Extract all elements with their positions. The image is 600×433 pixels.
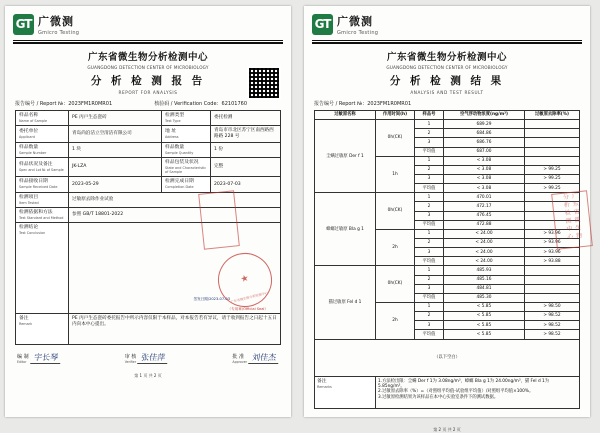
report-no: 报告编号 / Report №：2023FM1R0MR01 <box>15 101 113 107</box>
row-label2-en: Completion Date <box>165 185 194 190</box>
row-value: 参照 GB/T 18801-2022 <box>69 207 281 222</box>
sample-no: 1 <box>415 302 444 311</box>
removal-rate <box>525 156 580 165</box>
average-rate: > 99.25 <box>525 184 580 193</box>
qr-code-icon <box>247 66 281 100</box>
concentration: 470.01 <box>444 193 525 202</box>
average-rate: > 98.52 <box>525 330 580 339</box>
header-divider <box>312 40 582 41</box>
brand-header-left <box>5 6 291 38</box>
concentration: < 5.85 <box>444 321 525 330</box>
time-label: 0h(CK) <box>376 193 415 230</box>
average-label: 平均值 <box>415 220 444 229</box>
org-name-cn: 广东省微生物分析检测中心 <box>87 52 208 63</box>
concentration: 485.16 <box>444 275 525 284</box>
time-label: 2h <box>376 229 415 266</box>
row-label-en: Sample Received Date <box>19 185 58 190</box>
average-rate <box>525 147 580 156</box>
average-label: 平均值 <box>415 184 444 193</box>
removal-rate <box>525 284 580 293</box>
table-row <box>16 207 281 222</box>
row-value2: 1 份 <box>211 142 281 157</box>
remark-label-cn: 备注 <box>317 378 327 384</box>
col-sample-no: 样品号 <box>415 111 444 120</box>
sample-no: 1 <box>415 156 444 165</box>
row-value: 2023-05-29 <box>69 177 162 192</box>
issue-date: 签发日期/2023-07-03 <box>193 296 230 301</box>
header-divider <box>13 40 283 41</box>
header-divider-thick <box>312 42 582 44</box>
remark-line-3: 3.过敏原检测结果为该样品在本中心实验室条件下的测试数据。 <box>378 394 499 400</box>
verifier-signature: 张佳萍 <box>137 352 169 364</box>
row-label2-en: Test Type <box>165 118 181 123</box>
table-row <box>16 111 281 126</box>
edge-seal-text: 广东省微生物分析检测中心 <box>561 192 583 242</box>
row-label-cn: 委托单位 <box>19 128 39 134</box>
row-value2: 青岛市市北区苏宁区南西路西路路 228 号 <box>211 126 281 142</box>
row-label-en: Applicant <box>19 134 35 139</box>
concentration: 485.93 <box>444 266 525 275</box>
removal-rate <box>525 129 580 138</box>
editor-signature: 宇长琴 <box>30 352 62 364</box>
col-concentration: 空气浮动物浓度(ng/m³) <box>444 111 525 120</box>
org-name-en: GUANGDONG DETECTION CENTER OF MICROBIOLOGY <box>87 65 209 70</box>
average-label: 平均值 <box>415 147 444 156</box>
time-label: 1h <box>376 156 415 193</box>
remark-label-en: Remarks <box>317 384 332 389</box>
sample-no: 2 <box>415 275 444 284</box>
table-row <box>315 120 580 129</box>
sample-no: 3 <box>415 174 444 183</box>
sample-no: 1 <box>415 229 444 238</box>
row-label2-cn: 地 址 <box>165 128 177 134</box>
table-row <box>16 126 281 142</box>
concentration: 684.86 <box>444 129 525 138</box>
page-footer: 第 2 页 共 2 页 <box>433 427 461 433</box>
sample-no: 3 <box>415 284 444 293</box>
official-seal-stamp: ★ 广东省微生物分析检测中心 <box>212 247 277 312</box>
col-allergen: 过敏原名称 <box>315 111 376 120</box>
sample-no: 2 <box>415 312 444 321</box>
results-table <box>314 110 580 409</box>
end-mark-row <box>315 339 580 377</box>
removal-rate: > 93.96 <box>525 229 580 238</box>
row-label2-cn: 检测类型 <box>165 113 185 118</box>
end-mark: （以下空白） <box>315 339 580 377</box>
row-label2-en: State and Characteristic of Sample <box>165 165 207 175</box>
concentration: 472.17 <box>444 202 525 211</box>
row-label2-cn: 样品包装及状况 <box>165 159 199 165</box>
row-label2-en: Sample Quantity <box>165 150 194 155</box>
table-row <box>315 193 580 202</box>
row-label2-cn: 检测完成日期 <box>165 179 194 185</box>
time-label: 2h <box>376 302 415 339</box>
signature-row <box>17 352 279 364</box>
time-label: 0h(CK) <box>376 120 415 157</box>
sample-no: 1 <box>415 193 444 202</box>
remark-line-2: 2.过敏原去除率（%）=（对照组平均值-试验组平均值）/对照组平均值×100%。 <box>378 389 534 395</box>
sample-info-table <box>15 110 281 345</box>
average-concentration: 472.88 <box>444 220 525 229</box>
sample-no: 2 <box>415 129 444 138</box>
average-rate: > 93.88 <box>525 257 580 266</box>
average-rate <box>525 293 580 302</box>
removal-rate: > 93.96 <box>525 248 580 257</box>
removal-rate: > 99.25 <box>525 165 580 174</box>
col-time: 作用时间(h) <box>376 111 415 120</box>
row-value2: 完整 <box>211 157 281 176</box>
row-value: 过敏原去除作业试验 <box>69 192 281 207</box>
concentration: < 3.08 <box>444 165 525 174</box>
org-name-cn: 广东省微生物分析检测中心 <box>386 52 507 63</box>
report-page-2 <box>304 6 590 433</box>
row-value: 1 块 <box>69 142 162 157</box>
edge-seal-stamp-right <box>551 190 593 249</box>
report-meta-left <box>15 100 281 107</box>
allergen-name: 尘螨过敏原 Der f 1 <box>315 120 376 193</box>
row-label-en: Name of Sample <box>19 118 48 123</box>
removal-rate <box>525 266 580 275</box>
seal-caption: （专用章/Official Seal） <box>227 306 268 311</box>
report-meta-right <box>314 100 580 107</box>
brand-name-en: Gmicro Testing <box>337 30 379 36</box>
remark-label-en: Remark <box>19 322 33 327</box>
remark-row <box>16 314 281 345</box>
signature-editor <box>17 352 61 364</box>
page-title-en: REPORT FOR ANALYSIS <box>118 90 178 95</box>
row-label-cn: 检测依据和方法 <box>19 209 53 215</box>
average-label: 平均值 <box>415 330 444 339</box>
remark-text <box>376 377 580 409</box>
concentration: < 3.08 <box>444 156 525 165</box>
removal-rate: > 99.25 <box>525 174 580 183</box>
row-label-cn: 样品名称 <box>19 113 39 118</box>
removal-rate: > 98.52 <box>525 321 580 330</box>
average-concentration: 687.00 <box>444 147 525 156</box>
average-concentration: < 5.85 <box>444 330 525 339</box>
row-label-cn: 样品接收日期 <box>19 179 48 185</box>
row-label-en: Test Standard and Method <box>19 215 64 220</box>
signature-verifier <box>125 352 169 364</box>
average-concentration: < 24.00 <box>444 257 525 266</box>
row-value2: 委托检测 <box>211 111 281 126</box>
sample-no: 2 <box>415 238 444 247</box>
removal-rate <box>525 138 580 147</box>
average-label: 平均值 <box>415 257 444 266</box>
row-label-cn: 样品数量 <box>19 144 39 150</box>
allergen-name: 蟑螂过敏原 Bla g 1 <box>315 193 376 266</box>
row-value: JK-LZA <box>69 157 162 176</box>
conclusion-label-cn: 检测结论 <box>19 225 39 231</box>
concentration: < 24.00 <box>444 248 525 257</box>
sample-no: 3 <box>415 138 444 147</box>
brand-header-right <box>304 6 590 38</box>
conclusion-row <box>16 223 281 314</box>
verifier-label-cn: 审 核 <box>124 354 137 361</box>
table-row <box>16 177 281 192</box>
concentration: 476.45 <box>444 211 525 220</box>
concentration: < 3.08 <box>444 174 525 183</box>
average-concentration: < 3.08 <box>444 184 525 193</box>
report-page-1 <box>5 6 291 417</box>
average-concentration: 485.30 <box>444 293 525 302</box>
concentration: < 24.00 <box>444 229 525 238</box>
remark-row <box>315 377 580 409</box>
table-row <box>16 157 281 176</box>
sample-no: 2 <box>415 165 444 174</box>
concentration: 686.76 <box>444 138 525 147</box>
page-title: 分 析 检 测 结 果 <box>389 75 505 87</box>
time-label: 0h(CK) <box>376 266 415 303</box>
table-row <box>16 142 281 157</box>
report-no: 报告编号 / Report №：2023FM1R0MR01 <box>314 101 412 107</box>
conclusion-label-en: Test Conclusion <box>19 231 46 236</box>
brand-name-cn: 广微测 <box>337 15 373 28</box>
remark-text: PE 丙戸生态瓷砖委托报告中所示内容仅限于本样品，对本报告若有异议，请于收到报告之日起十五日内向本中心提出。 <box>69 314 281 345</box>
row-label-en: Sample Number <box>19 150 47 155</box>
page-footer: 第 1 页 共 2 页 <box>134 373 162 379</box>
approver-label-en: Approver <box>232 360 247 365</box>
row-label-cn: 样品状况及备注 <box>19 162 53 168</box>
removal-rate: > 93.96 <box>525 238 580 247</box>
editor-label-en: Editor <box>17 360 27 365</box>
sample-no: 3 <box>415 248 444 257</box>
concentration: < 5.85 <box>444 312 525 321</box>
row-label2-en: Address <box>165 134 179 139</box>
remark-line-1: 1.方法检出限：尘螨 Der f 1为 3.08ng/m³，蟑螂 Bla g 1为 24.00ng/m³，猫 Fel d 1为 5.85ng/m³。 <box>378 378 550 390</box>
row-value2: 2023-07-03 <box>211 177 281 192</box>
concentration: 689.29 <box>444 120 525 129</box>
approver-signature: 刘佳杰 <box>248 352 280 364</box>
page-title: 分 析 检 测 报 告 <box>90 75 206 87</box>
signature-approver <box>232 352 279 364</box>
row-value: 青岛尚泊洁立空清洁有限公司 <box>69 126 162 142</box>
allergen-name: 猫过敏原 Fel d 1 <box>315 266 376 339</box>
org-name-en: GUANGDONG DETECTION CENTER OF MICROBIOLOGY <box>386 65 508 70</box>
header-divider-thick <box>13 42 283 44</box>
sample-no: 1 <box>415 120 444 129</box>
col-removal-rate: 过敏原去除率(%) <box>525 111 580 120</box>
conclusion-text <box>69 223 281 314</box>
row-label2-cn: 样品数量 <box>165 144 185 150</box>
page-title-en: ANALYSIS AND TEST RESULT <box>410 90 484 95</box>
edge-seal-stamp-left <box>198 190 240 249</box>
sample-no: 3 <box>415 321 444 330</box>
row-label-cn: 检测项目 <box>19 194 39 200</box>
concentration: < 24.00 <box>444 238 525 247</box>
removal-rate <box>525 120 580 129</box>
sample-no: 3 <box>415 211 444 220</box>
sample-no: 1 <box>415 266 444 275</box>
table-header-row <box>315 111 580 120</box>
row-value: PE 丙戸生态瓷砖 <box>69 111 162 126</box>
star-icon: ★ <box>239 273 250 286</box>
row-label-en: Item Tested <box>19 200 39 205</box>
removal-rate: > 98.50 <box>525 302 580 311</box>
verifier-label-en: Verifier <box>124 360 137 365</box>
concentration: 484.81 <box>444 284 525 293</box>
sample-no: 2 <box>415 202 444 211</box>
average-label: 平均值 <box>415 293 444 302</box>
approver-label-cn: 批 准 <box>232 354 244 361</box>
row-label-en: Spec and Lot № of Sample <box>19 168 64 173</box>
gt-logo-icon: GT <box>13 14 34 35</box>
brand-name-cn: 广微测 <box>38 15 74 28</box>
brand-name-en: Gmicro Testing <box>38 30 80 36</box>
editor-label-cn: 编 制 <box>17 354 29 361</box>
remark-label-cn: 备注 <box>19 316 29 322</box>
table-row <box>16 192 281 207</box>
gt-logo-icon: GT <box>312 14 333 35</box>
removal-rate: > 98.52 <box>525 312 580 321</box>
table-row <box>315 266 580 275</box>
concentration: < 5.85 <box>444 302 525 311</box>
verification-code: 核验码 / Verification Code：62101760 <box>154 101 247 107</box>
removal-rate <box>525 275 580 284</box>
